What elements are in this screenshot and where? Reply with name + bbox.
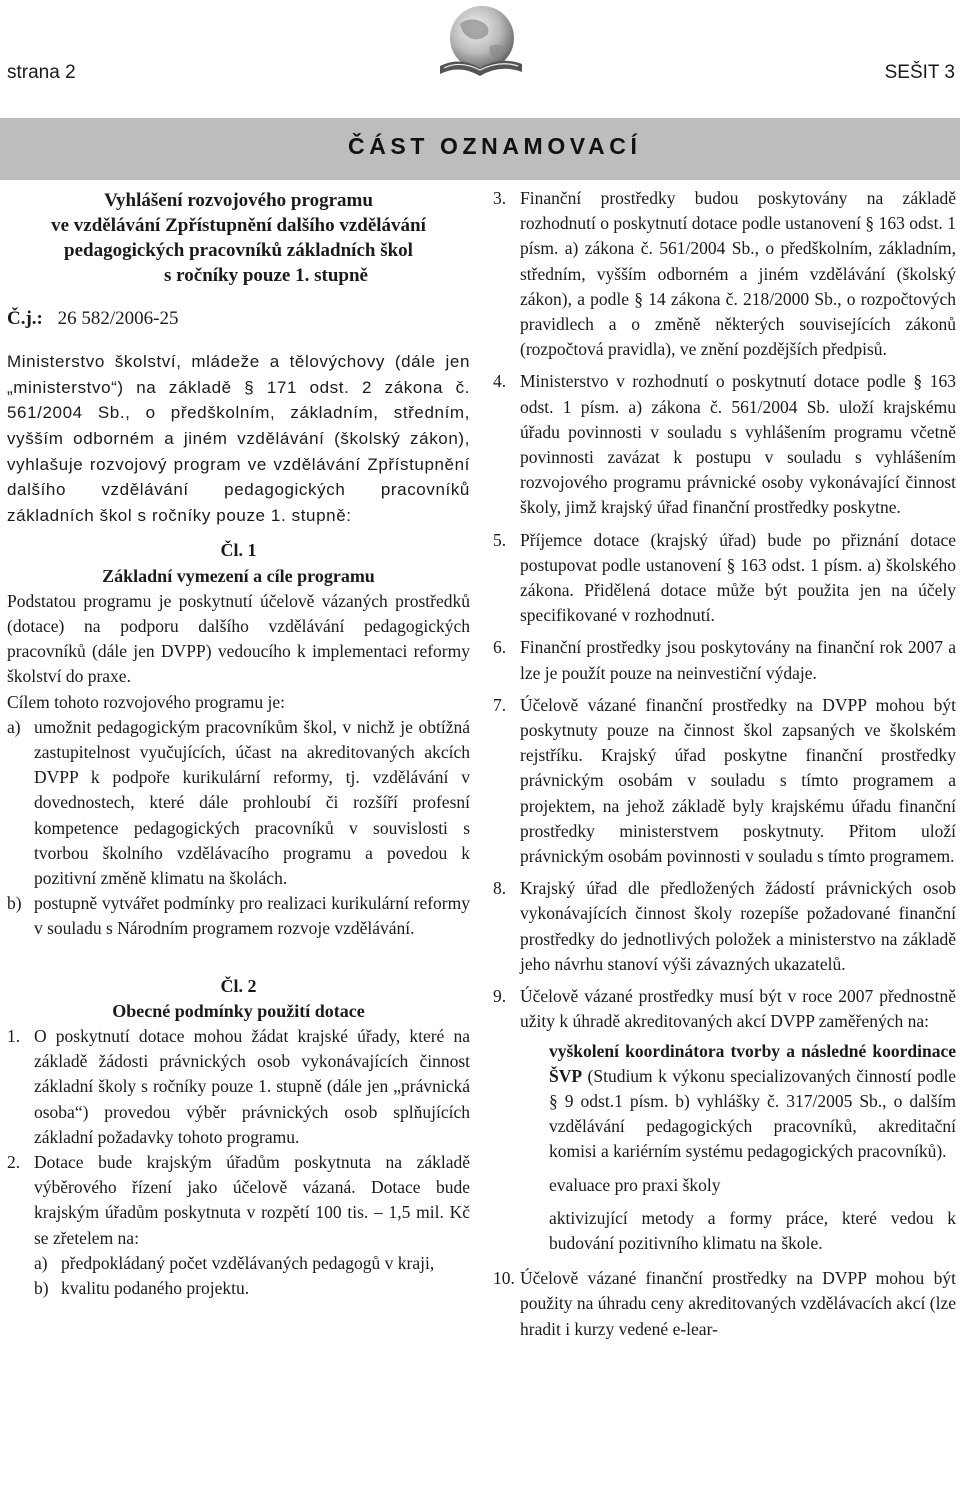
list-item-label: 4. bbox=[493, 371, 507, 392]
issue-label: SEŠIT 3 bbox=[884, 62, 955, 83]
intro-paragraph: Ministerstvo školství, mládeže a tělovýchovy (dále jen „ministerstvo“) na základě § 171 odst. 2 zákona č. 561/2004 Sb., o předškolním, základním, středním, vyšším odborném a jiném vzdělávání (školský zákon), vyhlašuje rozvojový program ve vzdělávání Zpřístupnění dalšího vzdělávání pedagogických pracovníků základních škol s ročníky pouze 1. stupně: bbox=[7, 352, 470, 525]
focus-item-bold: vyškolení koordinátora tvorby a následné koordinace ŠVP bbox=[549, 1040, 956, 1086]
article-1-heading: Základní vymezení a cíle programu bbox=[102, 565, 375, 586]
list-item bbox=[7, 715, 470, 891]
list-item-text: Účelově vázané finanční prostředky na DVPP mohou být použity na úhradu ceny akreditovaných vzdělávacích akcí (lze hradit i kurzy vedené e-lear- bbox=[520, 1268, 956, 1339]
list-item bbox=[493, 876, 956, 977]
reference-label: Č.j.: bbox=[7, 308, 43, 329]
list-item bbox=[7, 1150, 470, 1251]
list-item-text: předpokládaný počet vzdělávaných pedagogů v kraji, bbox=[61, 1252, 435, 1273]
list-item bbox=[493, 369, 956, 520]
section-title: ČÁST OZNAMOVACÍ bbox=[348, 133, 642, 159]
list-item-label: 7. bbox=[493, 694, 507, 715]
focus-item-evaluation: evaluace pro praxi školy bbox=[549, 1174, 721, 1195]
reference-value: 26 582/2006-25 bbox=[57, 308, 179, 329]
article-1-number: Čl. 1 bbox=[220, 540, 257, 561]
list-item-label: 6. bbox=[493, 637, 507, 658]
reference-number bbox=[7, 306, 470, 331]
list-item-label: a) bbox=[7, 716, 21, 737]
article-2-heading: Obecné podmínky použití dotace bbox=[112, 1000, 365, 1021]
list-item bbox=[7, 1024, 470, 1150]
list-item bbox=[7, 1251, 470, 1276]
article-1-goal-intro: Cílem tohoto rozvojového programu je: bbox=[7, 691, 286, 712]
list-item-text: Finanční prostředky jsou poskytovány na finanční rok 2007 a lze je použít pouze na neinvestiční výdaje. bbox=[520, 637, 956, 683]
list-item-label: 8. bbox=[493, 878, 507, 899]
list-item-text: Ministerstvo v rozhodnutí o poskytnutí dotace podle § 163 odst. 1 písm. a) zákona č. 561/2004 Sb. uloží krajskému úřadu povinnosti v souladu s vyhlášením programu včetně povinnosti zavázat k postupu v souladu s vyhlášením rozvojového programu právnické osoby vykonávající činnost školy, jimž krajský úřad finanční prostředky poskytne. bbox=[520, 371, 956, 518]
list-item-label: 9. bbox=[493, 986, 507, 1007]
list-item-label: 3. bbox=[493, 188, 507, 208]
left-column bbox=[7, 186, 470, 1301]
list-item bbox=[493, 186, 956, 362]
list-item bbox=[7, 891, 470, 941]
list-item bbox=[7, 1276, 470, 1301]
focus-item-methods: aktivizující metody a formy práce, které vedou k budování pozitivního klimatu na škole. bbox=[549, 1207, 956, 1253]
page-number: strana 2 bbox=[7, 62, 76, 83]
list-item-label: 5. bbox=[493, 529, 507, 550]
list-item bbox=[493, 1266, 956, 1342]
title-line: ve vzdělávání Zpřístupnění dalšího vzdělávání bbox=[51, 215, 426, 236]
list-item-label: 10. bbox=[493, 1268, 515, 1289]
title-line: s ročníky pouze 1. stupně bbox=[164, 265, 368, 286]
list-item bbox=[493, 984, 956, 1034]
list-item-text: Účelově vázané finanční prostředky na DVPP mohou být poskytnuty pouze na činnost škol zapsaných ve školském rejstříku. Krajský úřad poskytne finanční prostředky právnickým osobám v souladu s tímto programem a projektem, na jehož základě byly krajskému úřadu finanční prostředky ministerstvem poskytnuty. Přitom uloží právnickým osobám povinnosti v souladu s tímto programem. bbox=[520, 694, 956, 867]
list-item-text: O poskytnutí dotace mohou žádat krajské úřady, které na základě žádosti právnických osob vykonávajících činnost základní školy s ročníky pouze 1. stupně (dále jen „právnická osoba“) provedou výběr právnických osob splňujících základní požadavky tohoto programu. bbox=[34, 1026, 470, 1147]
focus-item-rest: (Studium k výkonu specializovaných činností podle § 9 odst.1 písm. b) vyhlášky č. 317/2005 Sb., o dalším vzdělávání pedagogických pracovníků, akreditační komisi a kariérním systému pedagogických pracovníků). bbox=[549, 1065, 956, 1162]
list-item-text: umožnit pedagogickým pracovníkům škol, v nichž je obtížná zastupitelnost vyučujících, účast na akreditovaných akcích DVPP k podpoře kurikulární reformy, tj. vzdělávání v dovednostech, které dále prohloubí či rozšíří profesní kompetence pedagogických pracovníků v souvislosti s tvorbou školního vzdělávacího programu a povedou k pozitivní změně klimatu na školách. bbox=[34, 716, 470, 888]
article-1-paragraph: Podstatou programu je poskytnutí účelově vázaných prostředků (dotace) na podporu dalšího vzdělávání pedagogických pracovníků (dále jen DVPP) vedoucího k implementaci reformy školství do praxe. bbox=[7, 590, 470, 687]
right-column bbox=[493, 186, 956, 1349]
list-item bbox=[493, 528, 956, 629]
list-item-label: 1. bbox=[7, 1026, 21, 1047]
list-item-label: b) bbox=[7, 893, 22, 914]
list-item-label: a) bbox=[34, 1252, 48, 1273]
focus-item-coordinator bbox=[493, 1039, 956, 1165]
list-item-text: Finanční prostředky budou poskytovány na základě rozhodnutí o poskytnutí dotace podle ustanovení § 163 odst. 1 písm. a) zákona č. 561/2004 Sb., o předškolním, základním, středním, vyšším odborném a jiném vzdělávání (školský zákon), a podle § 14 zákona č. 218/2000 Sb., o rozpočtových pravidlech a o změně některých souvisejících zákonů (rozpočtová pravidla), ve znění pozdějších předpisů. bbox=[520, 188, 956, 360]
document-title bbox=[7, 188, 470, 288]
list-item-text: postupně vytvářet podmínky pro realizaci kurikulární reformy v souladu s Národním programem rozvoje vzdělávání. bbox=[34, 893, 470, 939]
list-item bbox=[493, 635, 956, 685]
list-item-label: 2. bbox=[7, 1152, 21, 1173]
list-item-label: b) bbox=[34, 1278, 49, 1299]
list-item bbox=[493, 693, 956, 869]
list-item-text: Krajský úřad dle předložených žádostí právnických osob vykonávajících činnost školy rozepíše požadované finanční prostředky do jednotlivých položek a ministerstvo na základě jeho návrhu stanoví výši závazných ukazatelů. bbox=[520, 878, 956, 974]
title-line: Vyhlášení rozvojového programu bbox=[104, 190, 373, 211]
list-item-text: Dotace bude krajským úřadům poskytnuta na základě výběrového řízení jako účelově vázaná. Dotace bude krajským úřadům poskytnuta v rozpětí 100 tis. – 1,5 mil. Kč se zřetelem na: bbox=[34, 1152, 470, 1248]
list-item-text: Příjemce dotace (krajský úřad) bude po přiznání dotace postupovat podle ustanovení § 163 odst. 1 písm. a) školského zákona. Přidělená dotace může být použita jen na účely specifikované v rozhodnutí. bbox=[520, 529, 956, 626]
article-2-number: Čl. 2 bbox=[220, 975, 257, 996]
globe-book-logo bbox=[430, 2, 530, 84]
list-item-text: kvalitu podaného projektu. bbox=[61, 1278, 250, 1299]
title-line: pedagogických pracovníků základních škol bbox=[64, 240, 413, 261]
list-item-text: Účelově vázané prostředky musí být v roce 2007 přednostně užity k úhradě akreditovaných akcí DVPP zaměřených na: bbox=[520, 986, 956, 1032]
